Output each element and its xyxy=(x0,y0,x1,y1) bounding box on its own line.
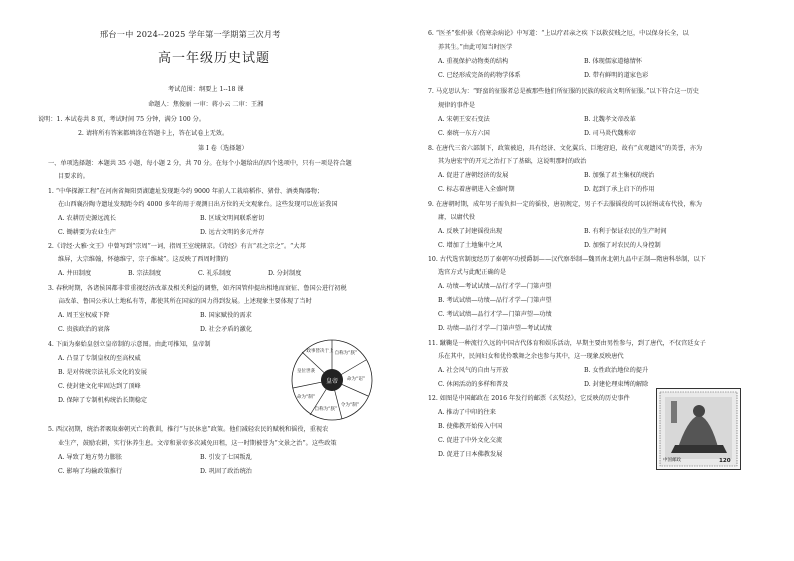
option-a: A. 井田制度 xyxy=(58,270,92,277)
exam-scope: 考试范围：纲要上 1--18 课 xyxy=(168,86,244,93)
section-instruction-cont: 目要求的。 xyxy=(58,173,89,180)
question-line: 4. 下面为秦始皇创立皇帝制的示意图。由此可推知，皇帝制 xyxy=(48,341,211,348)
option-b: B. 是对传统宗法礼乐文化的发展 xyxy=(58,369,147,376)
option-c: C. 使封建文化牢固达到了顶峰 xyxy=(58,383,141,390)
question-line: 维屏，大宗维翰，怀德维宁，宗子维城”。这反映了西周时期的 xyxy=(58,256,229,263)
question-line: 11. 蹴鞠是一种流行久远的中国古代体育和娱乐活动，早期主要由男性参与，到了唐代，不仅宫廷女子 xyxy=(428,340,706,347)
diagram-segment-label: 自称为“朕” xyxy=(334,351,358,356)
option-d: D. 起到了承上启下的作用 xyxy=(584,186,655,193)
option-b: B. 使佛教开始传入中国 xyxy=(438,423,503,430)
option-c: C. 影响了均输政策推行 xyxy=(58,468,123,475)
diagram-segment-label: 命为“制” xyxy=(296,395,316,400)
question-line: 10. 古代选官制度经历了秦朝军功授爵制——汉代察举制—魏晋南北朝九品中正制—隋唐科举制，以下 xyxy=(428,256,706,263)
exam-title: 高一年级历史试题 xyxy=(158,51,271,66)
exam-setters: 命题人：焦俊丽 一审：蒋小云 二审：王湘 xyxy=(148,101,264,108)
part-one-heading: 第 I 卷（选择题） xyxy=(198,145,248,152)
option-c: C. 考试试绩—品行才学—门第声望—功绩 xyxy=(438,311,552,318)
option-b: B. 有利于保证农民的生产时间 xyxy=(584,228,667,235)
option-d: D. 功绩—品行才学—门第声望—考试试绩 xyxy=(438,325,552,332)
option-a: A. 凸显了专制皇权的至高权威 xyxy=(58,355,141,362)
exam-note-1: 说明：1. 本试卷共 8 页，考试时间 75 分钟，满分 100 分。 xyxy=(38,116,206,123)
option-a: A. 反映了封建徭役出现 xyxy=(438,228,503,235)
option-c: C. 贵族政治的衰落 xyxy=(58,326,110,333)
exam-note-2: 2. 请将所有答案都填涂在答题卡上，答在试卷上无效。 xyxy=(78,130,229,137)
diagram-center-label: 皇帝 xyxy=(325,378,339,385)
question-line: 选官方式与此配正确的是 xyxy=(438,269,507,276)
option-d: D. 促进了日本佛教发展 xyxy=(438,451,503,458)
diagram-segment-label: 皇位世袭 xyxy=(297,369,315,374)
xuanzang-stamp-image xyxy=(656,388,741,470)
option-b: B. 区域文明间联系密切 xyxy=(200,215,265,222)
option-d: D. 社会矛盾的激化 xyxy=(200,326,252,333)
option-a: A. 周王室权威下降 xyxy=(58,312,110,319)
option-d: D. 远古文明的多元并存 xyxy=(200,229,265,236)
emperor-system-diagram xyxy=(290,338,374,422)
option-a: A. 农耕历史源远流长 xyxy=(58,215,116,222)
option-c: C. 促进了中外文化交流 xyxy=(438,437,503,444)
question-line: 8. 在唐代三省六部制下，政策被迫，具有经济、文化翼兵、巨地窘迫，故有“贞观遗风”的美誉，亦为 xyxy=(428,145,703,152)
question-line: 6. “医圣”张仲景《伤寒杂病论》中写道：“上以疗君亲之疾 下以救贫贱之厄，中以保身长全，以 xyxy=(428,30,689,37)
option-d: D. 封建伦理束缚的解除 xyxy=(584,381,649,388)
option-c: C. 休闲活动的多样和普及 xyxy=(438,381,509,388)
option-c: C. 增加了土地集中之风 xyxy=(438,242,503,249)
option-a: A. 促进了唐朝经济的发展 xyxy=(438,172,509,179)
option-d: D. 司马炎代魏称帝 xyxy=(584,130,636,137)
option-d: D. 分封制度 xyxy=(268,270,302,277)
option-b: B. 女性政治地位的提升 xyxy=(584,367,649,374)
question-line: 规律的事件是 xyxy=(438,102,476,109)
option-a: A. 社会风气的自由与开放 xyxy=(438,367,509,374)
question-line: 养其生。”由此可知当时医学 xyxy=(438,44,513,51)
option-b: B. 引发了七国叛乱 xyxy=(200,454,252,461)
option-a: A. 重视保护动物类的结构 xyxy=(438,58,509,65)
option-a: A. 推动了中印的往来 xyxy=(438,409,496,416)
option-a: A. 宋朝王安石变法 xyxy=(438,116,490,123)
question-line: 其为唐宏宇的开元之治打下了基础，这说明那时的政治 xyxy=(438,158,587,165)
question-line: 2.《诗经·大雅·文王》中曾写到“宗周”一词，指周王室统辖京。《诗经》有言“君之宗之”。“大邦 xyxy=(48,243,306,250)
option-a: A. 功绩—考试试绩—品行才学—门第声望 xyxy=(438,283,552,290)
diagram-segment-label: 命为“诏” xyxy=(346,377,366,382)
question-line: 在山西襄汾陶寺遗址发现距今约 4000 多年的用于观测日出方位的天文观象台。这些发现可以佐证我国 xyxy=(58,201,338,208)
question-line: 亩改革、鲁国公承认土地私有等，都使其所在国家的国力得到发展。上述现象主要体现了当时 xyxy=(58,298,312,305)
question-line: 1. “中华探源工程”在河南省舞阳贾湖遗址发现距今约 9000 年前人工栽培稻作、猪骨、酒类陶器物； xyxy=(48,188,324,195)
header-school: 邢台一中 2024--2025 学年第一学期第三次月考 xyxy=(100,29,281,39)
section-instruction: 一、单项选择题：本题共 35 小题，每小题 2 分，共 70 分。在每个小题给出的四个选项中，只有一项是符合题 xyxy=(48,160,352,167)
question-line: 庸，以庸代役 xyxy=(438,214,476,221)
option-c: C. 锄耕要为农业生产 xyxy=(58,229,116,236)
option-c: C. 礼乐制度 xyxy=(198,270,232,277)
question-line: 7. 马克思认为：“野蛮的征服者总是被那些他们所征服的民族的较高文明所征服。”以下符合这一历史 xyxy=(428,88,699,95)
question-line: 12. 如图是中国邮政在 2016 年发行的邮票《玄奘经》，它反映的历史事件 xyxy=(428,395,630,402)
question-line: 9. 在唐朝时期，成年男子需负担一定的徭役，唐初规定，男子不去服徭役的可以折绢或布代役，称为 xyxy=(428,201,702,208)
option-c: C. 秦统一东方六国 xyxy=(438,130,490,137)
option-b: B. 体现儒家道德情怀 xyxy=(584,58,642,65)
question-line: 业生产，鼓励农耕，实行休养生息。文帝和景帝多次减免田租，这一时期被誉为“文景之治”。这些政策 xyxy=(58,440,337,447)
option-d: D. 保障了专制机构统治长期稳定 xyxy=(58,397,148,404)
stamp-caption: 中国邮政 xyxy=(663,458,681,463)
diagram-segment-label: 自称为“朕” xyxy=(314,407,338,412)
option-d: D. 带有鲜明的道家色彩 xyxy=(584,72,649,79)
stamp-value: 120 xyxy=(719,458,731,464)
question-line: 乐在其中，民间妇女和优伶歌舞之余也参与其中，这一现象反映唐代 xyxy=(438,353,624,360)
question-line: 5. 西汉初期，统治者吸取秦朝灭亡的教训，推行“与民休息”政策。他们减轻农民的赋税和徭役，重视农 xyxy=(48,426,329,433)
diagram-segment-label: 政事皆决于上 xyxy=(306,349,334,354)
diagram-segment-label: 令为“制” xyxy=(340,403,360,408)
option-c: C. 标志着唐朝进入全盛时期 xyxy=(438,186,515,193)
option-b: B. 北魏孝文帝改革 xyxy=(584,116,636,123)
option-b: B. 加强了君主集权的统治 xyxy=(584,172,655,179)
option-b: B. 考试试绩—功绩—品行才学—门第声望 xyxy=(438,297,552,304)
option-c: C. 已经形成完备的药物学体系 xyxy=(438,72,521,79)
option-d: D. 巩固了政治统治 xyxy=(200,468,252,475)
option-d: D. 加强了对农民的人身控制 xyxy=(584,242,661,249)
option-b: B. 国家赋役的需求 xyxy=(200,312,252,319)
option-b: B. 宗法制度 xyxy=(128,270,162,277)
option-a: A. 导致了地方势力膨胀 xyxy=(58,454,123,461)
question-line: 3. 春秋时期，各诸侯国都非常重视经济改革及相关利益的调整，如齐国管仲提出相地而衰征、鲁国公进行初税 xyxy=(48,285,347,292)
